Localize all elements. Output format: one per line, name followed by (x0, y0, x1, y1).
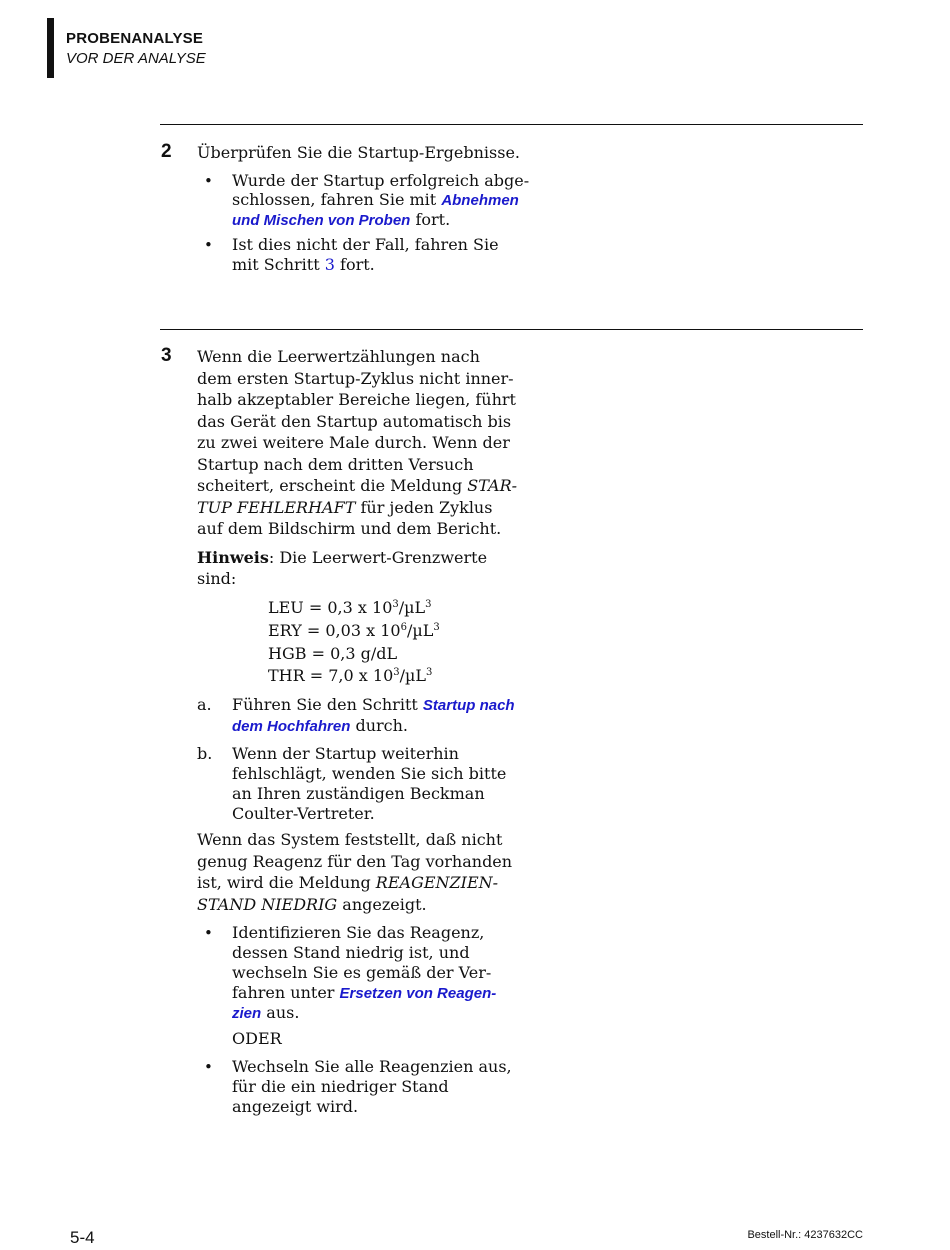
bullet-marker: • (204, 1058, 213, 1076)
paragraph-text: für jeden Zyklus (360, 498, 493, 517)
step-2-bullet-2-line-2 (232, 255, 375, 275)
step-2-intro: Überprüfen Sie die Startup-Ergebnisse. (197, 143, 521, 162)
reagent-paragraph-line: Wenn das System feststellt, daß nicht (197, 830, 503, 849)
item-a-line-2 (232, 716, 408, 737)
step-3-paragraph-line: auf dem Bildschirm und dem Bericht. (197, 519, 502, 538)
abnehmen-link-part-2[interactable]: und Mischen von Proben (232, 212, 411, 229)
message-startup-failed-cont: TUP FEHLERHAFT (197, 498, 356, 517)
reagent-bullet-1-line: wechseln Sie es gemäß der Ver- (232, 963, 492, 982)
step-2-bullet-1-text: schlossen, fahren Sie mit (232, 190, 437, 209)
reagent-paragraph-line: genug Reagenz für den Tag vorhanden (197, 852, 513, 871)
reagent-bullet-2-line: für die ein niedriger Stand (232, 1077, 449, 1096)
limit-exponent: 3 (392, 599, 399, 610)
limit-leu (268, 598, 432, 618)
step-2-bullet-1-line-2 (232, 190, 519, 211)
reagent-bullet-1-line (232, 983, 496, 1004)
step-2-divider (160, 124, 863, 125)
item-a-text: Führen Sie den Schritt (232, 695, 418, 714)
limit-text: ERY = 0,03 x 10 (268, 621, 401, 640)
limit-exponent: 3 (393, 667, 400, 678)
reagent-bullet-1-line: dessen Stand niedrig ist, und (232, 943, 470, 962)
paragraph-text: angezeigt. (342, 895, 427, 914)
reagent-bullet-text: fahren unter (232, 983, 335, 1002)
step-2-bullet-1-end: fort. (415, 210, 451, 229)
item-b-line: an Ihren zuständigen Beckman (232, 784, 485, 803)
limit-text: HGB = 0,3 g/dL (268, 644, 398, 663)
reagent-paragraph-line (197, 895, 427, 915)
message-startup-failed: STAR- (467, 476, 518, 495)
message-reagent-low: REAGENZIEN- (375, 873, 499, 892)
step-3-paragraph-line (197, 476, 517, 496)
step-2-bullet-2-line-1: Ist dies nicht der Fall, fahren Sie (232, 235, 499, 254)
or-separator: ODER (232, 1029, 282, 1048)
step-3-link[interactable]: 3 (324, 255, 335, 274)
header-bar (47, 18, 54, 78)
limit-text: LEU = 0,3 x 10 (268, 598, 393, 617)
paragraph-text: scheitert, erscheint die Meldung (197, 476, 463, 495)
limit-exponent: 3 (433, 622, 440, 633)
limit-exponent: 3 (426, 667, 433, 678)
step-3-paragraph-line: zu zwei weitere Male durch. Wenn der (197, 433, 510, 452)
reagent-bullet-2-line: angezeigt wird. (232, 1097, 359, 1116)
abnehmen-link-part-1[interactable]: Abnehmen (441, 192, 519, 209)
item-a-line-1 (232, 695, 515, 716)
bullet-marker: • (204, 236, 213, 254)
step-3-number: 3 (161, 345, 172, 366)
reagent-bullet-1-line: Identifizieren Sie das Reagenz, (232, 923, 485, 942)
order-number: Bestell-Nr.: 4237632CC (747, 1229, 863, 1241)
step-3-divider (160, 329, 863, 330)
item-a-marker: a. (197, 695, 212, 714)
note-label: Hinweis (197, 548, 269, 567)
step-2-number: 2 (161, 141, 172, 162)
step-3-paragraph-line: Startup nach dem dritten Versuch (197, 455, 474, 474)
startup-after-poweron-link-part-1[interactable]: Startup nach (422, 697, 515, 714)
limit-text: THR = 7,0 x 10 (268, 666, 394, 685)
paragraph-text: ist, wird die Meldung (197, 873, 371, 892)
limit-unit: /µL (398, 598, 426, 617)
page-number: 5-4 (70, 1228, 95, 1247)
step-2-bullet-2-text: mit Schritt (232, 255, 320, 274)
item-b-marker: b. (197, 744, 213, 763)
step-3-paragraph-line: dem ersten Startup-Zyklus nicht inner- (197, 369, 514, 388)
item-a-end: durch. (355, 716, 408, 735)
note-line-2: sind: (197, 569, 237, 588)
limit-unit: /µL (406, 621, 434, 640)
bullet-marker: • (204, 924, 213, 942)
step-2-bullet-1-line-3 (232, 210, 450, 231)
note-text: : Die Leerwert-Grenzwerte (268, 548, 488, 567)
startup-after-poweron-link-part-2[interactable]: dem Hochfahren (232, 718, 351, 735)
reagent-bullet-1-line (232, 1003, 299, 1024)
limit-ery (268, 621, 440, 641)
reagent-paragraph-line (197, 873, 498, 893)
section-subtitle: VOR DER ANALYSE (66, 50, 206, 67)
item-b-line: Coulter-Vertreter. (232, 804, 375, 823)
bullet-marker: • (204, 172, 213, 190)
reagent-bullet-end: aus. (266, 1003, 300, 1022)
limit-hgb (268, 644, 397, 664)
limit-unit: /µL (399, 666, 427, 685)
step-2-bullet-1-line-1: Wurde der Startup erfolgreich abge- (232, 171, 530, 190)
step-2-bullet-2-end: fort. (340, 255, 375, 274)
replace-reagents-link-part-1[interactable]: Ersetzen von Reagen- (339, 985, 497, 1002)
step-3-paragraph-line (197, 498, 492, 518)
step-3-paragraph-line: das Gerät den Startup automatisch bis (197, 412, 512, 431)
replace-reagents-link-part-2[interactable]: zien (232, 1005, 262, 1022)
limit-thr (268, 666, 432, 686)
note-line-1 (197, 548, 487, 568)
limit-exponent: 3 (425, 599, 432, 610)
section-title: PROBENANALYSE (66, 30, 204, 47)
step-3-paragraph-line: Wenn die Leerwertzählungen nach (197, 347, 480, 366)
item-b-line: Wenn der Startup weiterhin (232, 744, 459, 763)
reagent-bullet-2-line: Wechseln Sie alle Reagenzien aus, (232, 1057, 512, 1076)
limit-exponent: 6 (400, 622, 407, 633)
item-b-line: fehlschlägt, wenden Sie sich bitte (232, 764, 507, 783)
step-3-paragraph-line: halb akzeptabler Bereiche liegen, führt (197, 390, 516, 409)
message-reagent-low-cont: STAND NIEDRIG (197, 895, 338, 914)
